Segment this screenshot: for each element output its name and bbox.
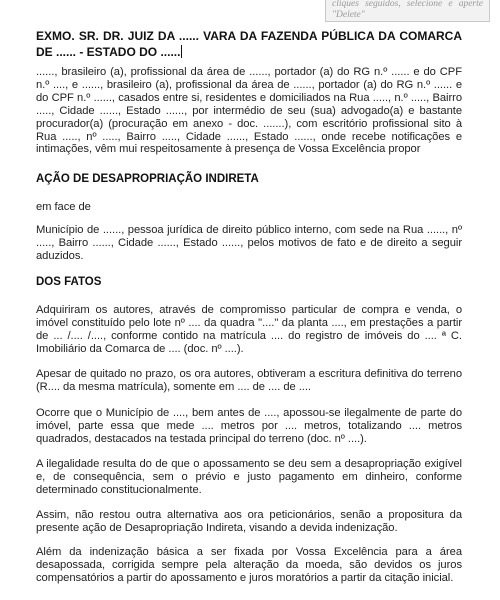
fact-paragraph: Adquiriram os autores, através de compromisso particular de compra e venda, o imóvel constituído pelo lote nº .... da quadra "...." da planta ...., em prestações a partir de ... /.... /...., conforme contido na matrícula .... do registro de imóveis do .... ª C. Imobiliário da Comarca de .... (doc. nº ....). <box>36 304 462 355</box>
fact-paragraph: Apesar de quitado no prazo, os ora autores, obtiveram a escritura definitiva do terreno (R.... da mesma matrícula), somente em .... de .... de .... <box>36 368 462 393</box>
fact-paragraph: Ocorre que o Município de ...., bem antes de ...., apossou-se ilegalmente de parte do imóvel, parte essa que mede .... metros por .... metros, totalizando .... metros quadrados, destacados na testada principal do terreno (doc. nº ....). <box>36 407 462 445</box>
defendant-paragraph: Município de ......, pessoa jurídica de direito público interno, com sede na Rua ......, nº ....., Bairro ......, Cidade ......, Estado ......, pelos motivos de fato e de direito a seguir aduzidos. <box>36 224 462 262</box>
intro-paragraph: ......, brasileiro (a), profissional da área de ......, portador (a) do RG n.º ...... e do CPF n.º ...., e ......, brasileiro (a), profissional da área de ......, portador (a) do RG n.º ...... e do CPF n.º ......, casados entre si, residentes e domiciliados na Rua ....., n.º ....., Bairro ....., Cidade ......, Estado ......, por intermédio de seu (sua) advogado(a) e bastante procurador(a) (procuração em anexo - doc. .......), com escritório profissional sito à Rua ....., nº ....., Bairro ....., Cidade ......, Estado ......, onde recebe notificações e intimações, vêm mui respeitosamente à presença de Vossa Excelência propor <box>36 66 462 156</box>
in-face-of-text: em face de <box>36 201 91 213</box>
text-cursor <box>181 45 182 58</box>
fact-paragraph: Além da indenização básica a ser fixada por Vossa Excelência para a área desapossada, corrigida sempre pela alteração da moeda, são devidos os juros compensatórios a partir do apossamento e juros moratórios a partir da citação inicial. <box>36 546 462 584</box>
hint-tooltip: cliques seguidos, selecione e aperte "Delete" <box>325 0 490 22</box>
document-title-text: EXMO. SR. DR. JUIZ DA ...... VARA DA FAZENDA PÚBLICA DA COMARCA DE ...... - ESTADO DO ...... <box>36 29 462 59</box>
action-heading: AÇÃO DE DESAPROPRIAÇÃO INDIRETA <box>36 173 259 185</box>
facts-heading: DOS FATOS <box>36 276 102 288</box>
fact-paragraph: A ilegalidade resulta do de que o apossamento se deu sem a desapropriação exigível e, de consequência, sem o prévio e justo pagamento em dinheiro, conforme determinado constitucionalmente. <box>36 458 462 496</box>
document-title[interactable] <box>36 28 462 60</box>
fact-paragraph: Assim, não restou outra alternativa aos ora peticionários, senão a propositura da presente ação de Desapropriação Indireta, visando a devida indenização. <box>36 509 462 534</box>
